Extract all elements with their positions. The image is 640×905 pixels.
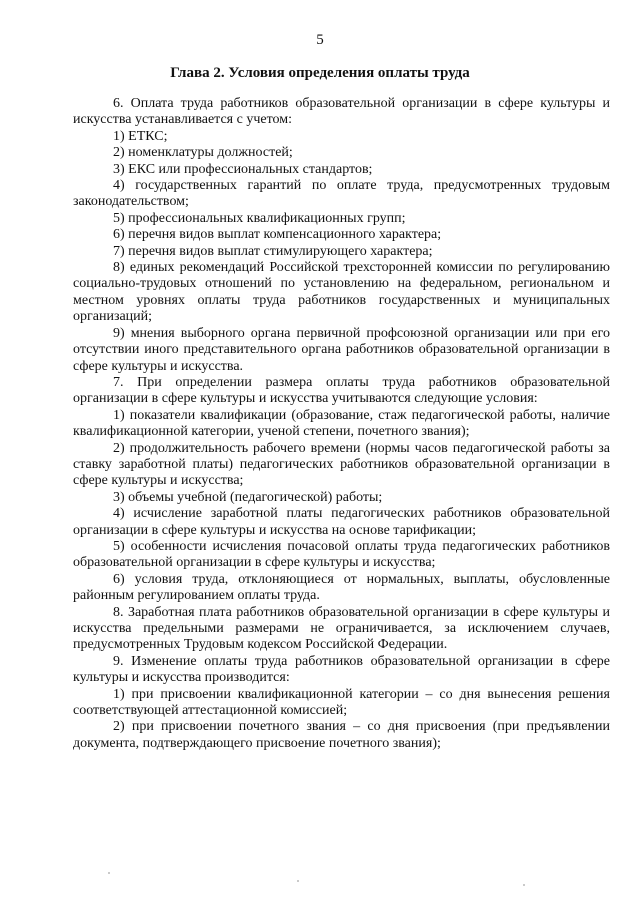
list-item: 5) особенности исчисления почасовой оплаты труда педагогических работников образовательной организации в сфере культуры и искусства; bbox=[73, 538, 610, 571]
list-item: 9) мнения выборного органа первичной профсоюзной организации или при его отсутствии иного представительного органа работников образовательной организации в сфере культуры и искусства. bbox=[73, 325, 610, 374]
list-item: 3) ЕКС или профессиональных стандартов; bbox=[113, 161, 373, 177]
scan-speck bbox=[523, 884, 525, 886]
body-text bbox=[73, 96, 610, 752]
list-item: 6) перечня видов выплат компенсационного характера; bbox=[113, 227, 442, 243]
list-item: 3) объемы учебной (педагогической) работы; bbox=[113, 489, 383, 505]
list-item: 1) при присвоении квалификационной категории – со дня вынесения решения соответствующей аттестационной комиссией; bbox=[73, 686, 610, 719]
list-item: 2) продолжительность рабочего времени (нормы часов педагогической работы за ставку заработной платы) педагогических работников образовательной организации в сфере культуры и искусства; bbox=[73, 440, 610, 489]
page-number: 5 bbox=[316, 32, 324, 48]
list-item: 1) ЕТКС; bbox=[113, 128, 168, 144]
list-item: 6) условия труда, отклоняющиеся от нормальных, выплаты, обусловленные районным регулированием оплаты труда. bbox=[73, 571, 610, 604]
chapter-title: Глава 2. Условия определения оплаты труда bbox=[170, 65, 470, 81]
scan-speck bbox=[297, 880, 299, 882]
paragraph: 7. При определении размера оплаты труда работников образовательной организации в сфере культуры и искусства учитываются следующие условия: bbox=[73, 374, 610, 407]
scan-speck bbox=[108, 872, 110, 874]
list-item: 2) при присвоении почетного звания – со дня присвоения (при предъявлении документа, подтверждающего присвоение почетного звания); bbox=[73, 719, 610, 751]
list-item: 4) исчисление заработной платы педагогических работников образовательной организации в сфере культуры и искусства на основе тарификации; bbox=[73, 506, 610, 538]
list-item: 7) перечня видов выплат стимулирующего характера; bbox=[113, 243, 433, 259]
list-item: 5) профессиональных квалификационных групп; bbox=[113, 210, 406, 226]
paragraph: 6. Оплата труда работников образовательной организации в сфере культуры и искусства устанавливается с учетом: bbox=[73, 96, 610, 128]
list-item: 2) номенклатуры должностей; bbox=[113, 145, 293, 161]
paragraph: 8. Заработная плата работников образовательной организации в сфере культуры и искусства предельными размерами не ограничивается, за исключением случаев, предусмотренных Трудовым кодексом Российской Федерации. bbox=[73, 604, 610, 653]
list-item: 4) государственных гарантий по оплате труда, предусмотренных трудовым законодательством; bbox=[73, 178, 610, 210]
list-item: 8) единых рекомендаций Российской трехсторонней комиссии по регулированию социально-трудовых отношений по установлению на федеральном, региональном и местном уровнях оплаты труда работников государственных и муниципальных организаций; bbox=[73, 260, 610, 325]
list-item: 1) показатели квалификации (образование, стаж педагогической работы, наличие квалификационной категории, ученой степени, почетного звания); bbox=[73, 407, 610, 440]
paragraph: 9. Изменение оплаты труда работников образовательной организации в сфере культуры и искусства производится: bbox=[73, 653, 610, 686]
